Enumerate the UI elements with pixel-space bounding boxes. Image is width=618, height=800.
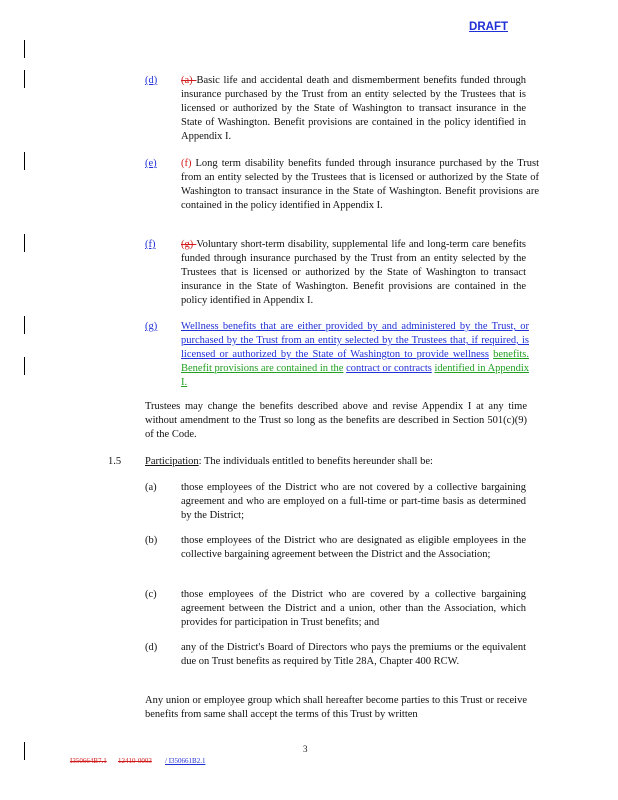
participant-label: (c) xyxy=(145,589,157,600)
item-d-body: (a) Basic life and accidental death and dismemberment benefits funded through insurance purchased by the Trust from an entity selected by the Trustees that is licensed or authorized by the State of Washington to transact insurance in the State of Washington. Benefit provisions are contained in the policy identified in Appendix I. xyxy=(181,75,527,142)
change-bar xyxy=(24,70,25,88)
participant-text: those employees of the District who are covered by a collective bargaining agreement between the District and a union, other than the Association, which provides for participation in Trust benefits; and xyxy=(181,589,526,628)
change-bar xyxy=(24,234,25,252)
doc-id-deleted: I350664B7.1 xyxy=(70,757,107,765)
item-label-g: (g) xyxy=(145,321,158,332)
item-e-body: (f) Long term disability benefits funded through insurance purchased by the Trust from an entity selected by the Trustees that is licensed or authorized by the State of Washington to transact insurance in the State of Washington. Benefit provisions are contained in the policy identified in Appendix I. xyxy=(181,158,539,211)
section-heading: Participation: The individuals entitled to benefits hereunder shall be: xyxy=(145,456,433,467)
participant-text: any of the District's Board of Directors who pays the premiums or the equivalent due on Trust benefits as required by Title 28A, Chapter 400 RCW. xyxy=(181,642,526,667)
inserted-text: Wellness benefits that are either provided by and administered by the Trust, or purchased by the Trust from an entity selected by the Trustees that, if required, is licensed or authorized by the State of Washington to provide wellness xyxy=(181,321,529,360)
closing-paragraph: Any union or employee group which shall hereafter become parties to this Trust or receive benefits from same shall accept the terms of this Trust by written xyxy=(145,695,527,720)
change-bar xyxy=(24,357,25,375)
item-label-e: (e) xyxy=(145,158,157,169)
change-bar xyxy=(24,152,25,170)
participant-text: those employees of the District who are not covered by a collective bargaining agreement and who are employed on a full-time or part-time basis as determined by the District; xyxy=(181,482,526,521)
participant-label: (a) xyxy=(145,482,157,493)
change-bar xyxy=(24,742,25,760)
deleted-text: (f) xyxy=(181,158,196,169)
moved-text: identified in Appendix I. xyxy=(181,363,529,388)
draft-marker: DRAFT xyxy=(469,21,508,33)
participant-text: those employees of the District who are designated as eligible employees in the collective bargaining agreement between the District and the Association; xyxy=(181,535,526,560)
section-number: 1.5 xyxy=(108,456,122,467)
change-bar xyxy=(24,316,25,334)
item-f-body: (g) Voluntary short-term disability, supplemental life and long-term care benefits funded through insurance purchased by the Trust from an entity selected by the Trustees that is licensed or authorized by the State of Washington to transact insurance in the State of Washington. Benefit provisions are contained in the policy identified in Appendix I. xyxy=(181,239,526,306)
moved-text: benefits. Benefit provisions are contained in the xyxy=(181,349,529,374)
item-label-f: (f) xyxy=(145,239,156,250)
participant-label: (b) xyxy=(145,535,158,546)
page-number: 3 xyxy=(303,744,308,754)
trustees-change-paragraph: Trustees may change the benefits described above and revise Appendix I at any time without amendment to the Trust so long as the benefits are described in Section 501(c)(9) of the Code. xyxy=(145,401,527,440)
section-title: Participation xyxy=(145,456,199,467)
doc-id-inserted: / I350661B2.1 xyxy=(165,757,206,765)
item-g-body xyxy=(181,320,529,390)
doc-id-matter: 12410-0003 xyxy=(118,757,152,765)
deleted-text: (g) xyxy=(181,239,197,250)
deleted-text: (a) xyxy=(181,75,197,86)
change-bar xyxy=(24,40,25,58)
inserted-text: contract or contracts xyxy=(346,363,432,374)
participant-label: (d) xyxy=(145,642,158,653)
item-label-d: (d) xyxy=(145,75,158,86)
